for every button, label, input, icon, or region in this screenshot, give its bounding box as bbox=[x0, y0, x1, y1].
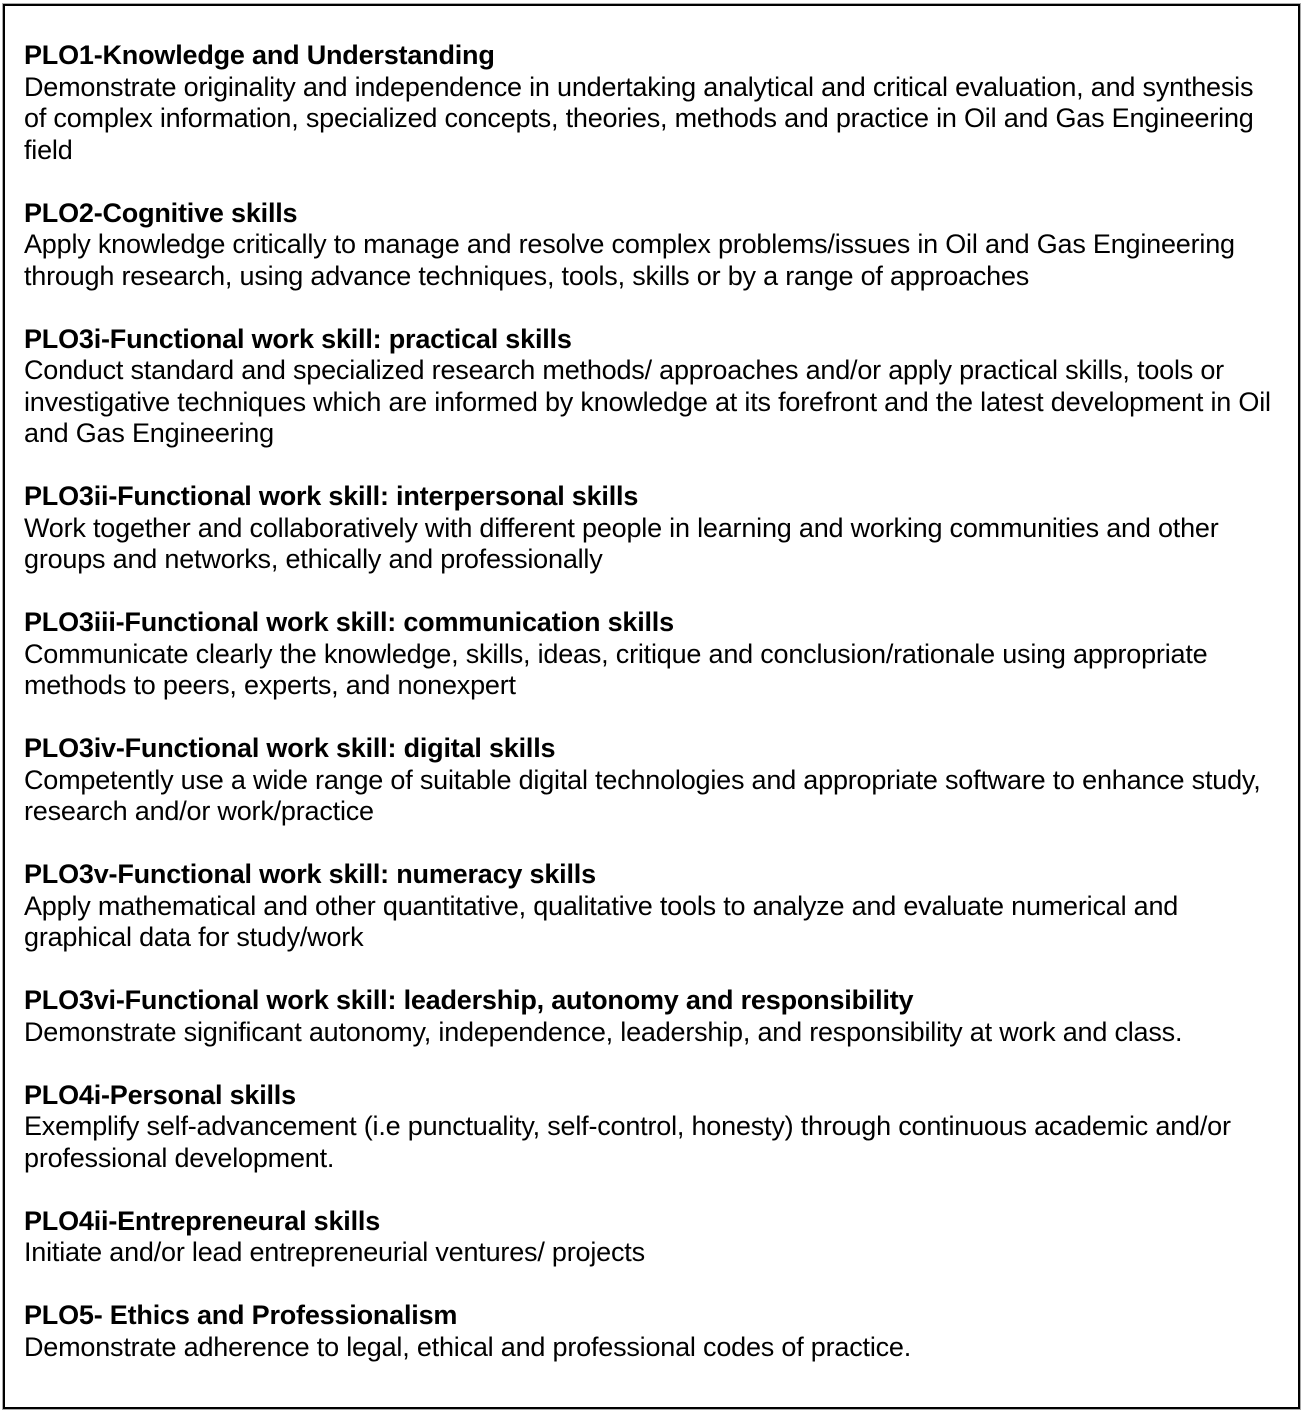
plo-section-list bbox=[5, 6, 1298, 1363]
plo-description: Exemplify self-advancement (i.e punctuality, self-control, honesty) through continuous academic and/or professional development. bbox=[24, 1111, 1231, 1173]
plo-heading: PLO3iii-Functional work skill: communication skills bbox=[24, 607, 674, 637]
plo-description: Demonstrate significant autonomy, independence, leadership, and responsibility at work and class. bbox=[24, 1016, 1183, 1047]
plo-description: Competently use a wide range of suitable digital technologies and appropriate software to enhance study, research and/or work/practice bbox=[24, 764, 1261, 826]
plo-description: Demonstrate originality and independence in undertaking analytical and critical evaluation, and synthesis of complex information, specialized concepts, theories, methods and practice in Oil and Gas Engineering field bbox=[24, 71, 1254, 165]
plo-heading: PLO3iv-Functional work skill: digital skills bbox=[24, 733, 556, 763]
plo-heading: PLO4i-Personal skills bbox=[24, 1079, 296, 1110]
plo-section bbox=[24, 1080, 1282, 1175]
plo-heading: PLO1-Knowledge and Understanding bbox=[24, 40, 495, 70]
plo-description: Apply knowledge critically to manage and resolve complex problems/issues in Oil and Gas Engineering through research, using advance techniques, tools, skills or by a range of approaches bbox=[24, 229, 1235, 291]
plo-description: Work together and collaboratively with different people in learning and working communities and other groups and networks, ethically and professionally bbox=[24, 512, 1219, 574]
plo-heading: PLO3v-Functional work skill: numeracy skills bbox=[24, 859, 596, 889]
plo-description: Demonstrate adherence to legal, ethical and professional codes of practice. bbox=[24, 1331, 912, 1362]
plo-section bbox=[24, 481, 1282, 576]
plo-section bbox=[24, 1206, 1282, 1269]
plo-heading: PLO2-Cognitive skills bbox=[24, 197, 298, 228]
plo-description: Apply mathematical and other quantitative, qualitative tools to analyze and evaluate numerical and graphical data for study/work bbox=[24, 890, 1179, 952]
plo-description: Communicate clearly the knowledge, skills, ideas, critique and conclusion/rationale using appropriate methods to peers, experts, and nonexpert bbox=[24, 638, 1208, 700]
plo-description: Conduct standard and specialized research methods/ approaches and/or apply practical skills, tools or investigative techniques which are informed by knowledge at its forefront and the latest development in Oil and Gas Engineering bbox=[24, 355, 1271, 448]
plo-heading: PLO3i-Functional work skill: practical skills bbox=[24, 323, 572, 354]
plo-section bbox=[24, 859, 1282, 954]
document-border-frame bbox=[3, 4, 1300, 1409]
plo-heading: PLO3vi-Functional work skill: leadership, autonomy and responsibility bbox=[24, 985, 914, 1015]
plo-description: Initiate and/or lead entrepreneurial ventures/ projects bbox=[24, 1237, 645, 1267]
plo-section bbox=[24, 985, 1282, 1048]
plo-section bbox=[24, 733, 1282, 828]
plo-section bbox=[24, 1300, 1282, 1363]
plo-heading: PLO5- Ethics and Professionalism bbox=[24, 1300, 458, 1330]
plo-section bbox=[24, 324, 1282, 450]
plo-section bbox=[24, 607, 1282, 702]
plo-heading: PLO3ii-Functional work skill: interpersonal skills bbox=[24, 481, 639, 511]
plo-section bbox=[24, 198, 1282, 293]
plo-heading: PLO4ii-Entrepreneural skills bbox=[24, 1205, 381, 1236]
plo-section bbox=[24, 40, 1282, 166]
